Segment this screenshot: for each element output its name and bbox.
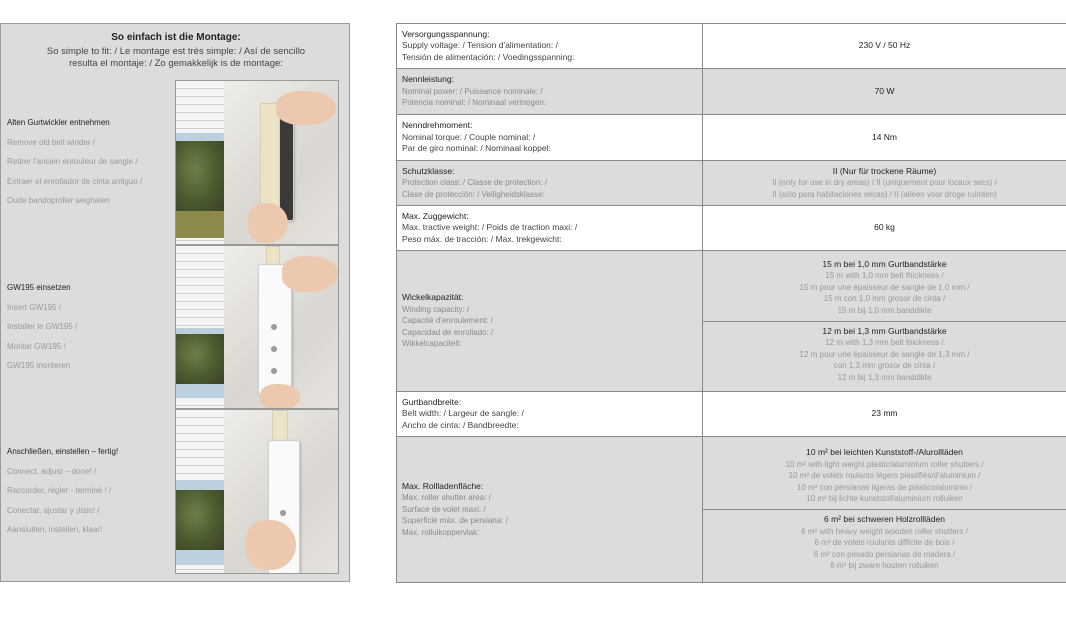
step-2-line: Installer le GW195 / <box>7 322 78 331</box>
spec-key: Wickelkapazität: Winding capacity: / Capacité d'enroulement: / Capacidad de enrollado: / Wikkelcapaciteit: <box>397 251 703 392</box>
montage-subtitle <box>11 46 341 70</box>
shutter-value-2: 6 m² bei schweren Holzrollläden 6 m² with heavy weight wooden roller shutters / 6 m² de volets roulants difficile de bois / 6 m² con pesado persianas de madera / 6 m² bij zware houten rolluiken <box>703 509 1066 576</box>
step-1 <box>7 113 172 211</box>
step-2-photo <box>175 245 339 409</box>
step-3 <box>7 442 172 540</box>
hand <box>276 91 336 125</box>
hand <box>248 203 288 243</box>
step-3-photo <box>175 409 339 574</box>
step-3-line: Conectar, ajustar y ¡listo! / <box>7 505 100 515</box>
spec-row-supply-voltage <box>397 24 1066 69</box>
hand <box>282 256 338 292</box>
hand <box>246 520 296 570</box>
spec-key: Max. Zuggewicht: Max. tractive weight: / Poids de traction maxi: / Peso máx. de tracción: / Max. trekgewicht: <box>397 206 703 251</box>
step-1-line: Extraer el enrollador de cinta antiguo / <box>7 176 143 186</box>
step-1-heading: Alten Gurtwickler entnehmen <box>7 118 110 127</box>
spec-row-winding-capacity <box>397 251 1066 392</box>
step-2-heading: GW195 einsetzen <box>7 283 71 292</box>
spec-value: II (Nur für trockene Räume) II (only for use in dry areas) / II (uniquement pour locaux secs) / II (sólo para habitaciones secas) / II (alleen voor droge ruimten) <box>703 161 1066 206</box>
spec-key: Gurtbandbreite: Belt width: / Largeur de sangle: / Ancho de cinta: / Bandbreedte: <box>397 392 703 437</box>
spec-value <box>703 251 1066 392</box>
spec-row-nominal-torque <box>397 115 1066 161</box>
step-3-heading: Anschließen, einstellen – fertig! <box>7 447 119 456</box>
step-3-line: Raccorder, régler - terminé ! / <box>7 486 112 495</box>
spec-key: Nenndrehmoment: Nominal torque: / Couple nominal: / Par de giro nominal: / Nominaal koppel: <box>397 115 703 161</box>
step-2 <box>7 278 172 376</box>
winding-value-2: 12 m bei 1,3 mm Gurtbandstärke 12 m with 1,3 mm belt thickness / 12 m pour une épaisseur de sangle de 1,3 mm / con 1,3 mm grosor de cinta / 12 m bij 1,3 mm banddikte <box>703 321 1066 388</box>
step-3-line: Aansluiten, instellen, klaar! <box>7 525 103 534</box>
step-1-line: Remove old belt winder / <box>7 137 96 147</box>
spec-row-shutter-area <box>397 437 1066 583</box>
spec-key: Schutzklasse: Protection class: / Classe de protection: / Clase de protección: / Veiligheidsklasse: <box>397 161 703 206</box>
step-2-line: GW195 monteren <box>7 361 71 370</box>
montage-subtitle-line-1: So simple to fit: / Le montage est très simple: / Así de sencillo <box>46 46 306 57</box>
spec-row-belt-width <box>397 392 1066 437</box>
spec-value: 14 Nm <box>703 115 1066 161</box>
spec-value <box>703 437 1066 583</box>
spec-value: 70 W <box>703 69 1066 115</box>
shutter-value-1: 10 m² bei leichten Kunststoff-/Alurollläden 10 m² with light weight plastic/aluminium roller shutters / 10 m² de volets roulants légers plastifiés/d'aluminium / 10 m² con persianas ligeras de plástico/aluminio / 10 m² bij lichte kunststof/aluminium rolluiken <box>785 447 984 504</box>
montage-subtitle-line-2: resulta el montaje: / Zo gemakkelijk is de montage: <box>69 58 283 69</box>
spec-key: Versorgungsspannung: Supply voltage: / Tension d'alimentation: / Tensión de alimentación: / Voedingsspanning: <box>397 24 703 69</box>
spec-key: Max. Rollladenfläche: Max. roller shutter area: / Surface de volet maxi: / Superficie máx. de persiana: / Max. rolluikoppervlak: <box>397 437 703 583</box>
spec-row-protection-class <box>397 161 1066 206</box>
spec-row-nominal-power <box>397 69 1066 115</box>
step-3-line: Connect, adjust – done! / <box>7 466 96 476</box>
spec-row-tractive-weight <box>397 206 1066 251</box>
montage-panel <box>0 23 350 582</box>
step-2-line: Insert GW195 / <box>7 302 61 312</box>
hand <box>260 384 300 409</box>
spec-value: 23 mm <box>703 392 1066 437</box>
step-1-photo <box>175 80 339 245</box>
montage-title: So einfach ist die Montage: <box>111 32 241 43</box>
spec-value: 60 kg <box>703 206 1066 251</box>
step-1-line: Retirer l'ancien enrouleur de sangle / <box>7 157 138 166</box>
step-2-line: Montar GW195 / <box>7 341 66 351</box>
step-1-line: Oude bandoproller weghalen <box>7 196 110 205</box>
spec-key: Nennleistung: Nominal power: / Puissance nominale: / Potencia nominal: / Nominaal vermogen: <box>397 69 703 115</box>
spec-table <box>396 23 1066 583</box>
winding-value-1: 15 m bei 1,0 mm Gurtbandstärke 15 m with 1,0 mm belt thickness / 15 m pour une épaisseur de sangle de 1,0 mm / 15 m con 1,0 mm grosor de cinta / 15 m bij 1,0 mm banddikte <box>799 258 970 315</box>
spec-value: 230 V / 50 Hz <box>703 24 1066 69</box>
